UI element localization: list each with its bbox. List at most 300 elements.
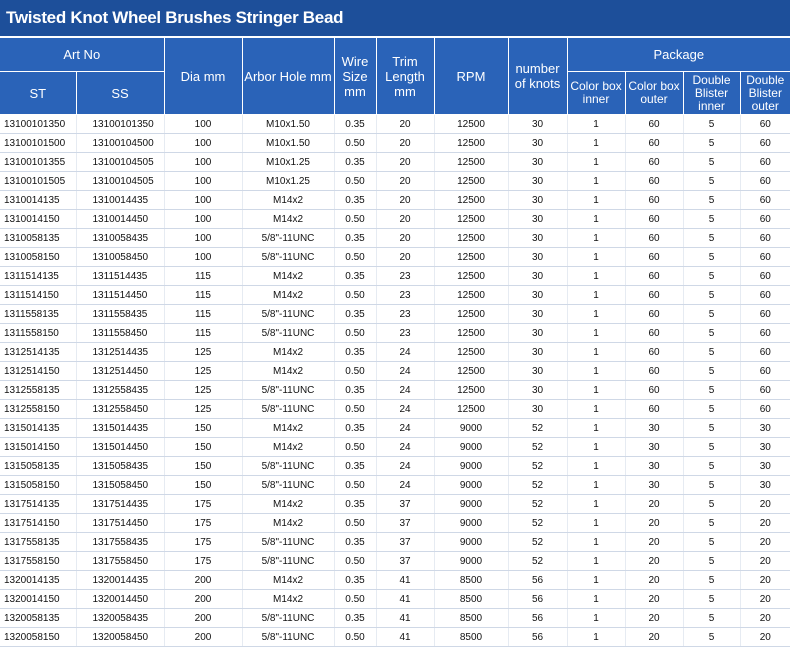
arbor-hole-cell: M14x2 — [242, 210, 334, 229]
trim-length-cell: 24 — [376, 362, 434, 381]
double-blister-inner-cell: 5 — [683, 248, 740, 267]
color-box-outer-cell: 60 — [625, 362, 683, 381]
dia-cell: 100 — [164, 153, 242, 172]
trim-length-cell: 20 — [376, 115, 434, 134]
arbor-hole-cell: M14x2 — [242, 514, 334, 533]
double-blister-inner-cell: 5 — [683, 134, 740, 153]
arbor-hole-cell: M14x2 — [242, 267, 334, 286]
dia-cell: 200 — [164, 571, 242, 590]
double-blister-inner-cell: 5 — [683, 628, 740, 647]
dia-cell: 115 — [164, 286, 242, 305]
double-blister-inner-cell: 5 — [683, 476, 740, 495]
st-cell: 1310058150 — [0, 248, 76, 267]
rpm-cell: 9000 — [434, 533, 508, 552]
double-blister-inner-cell: 5 — [683, 533, 740, 552]
dia-cell: 125 — [164, 343, 242, 362]
dia-cell: 175 — [164, 495, 242, 514]
color-box-inner-cell: 1 — [567, 552, 625, 571]
ss-cell: 1320014450 — [76, 590, 164, 609]
arbor-hole-header: Arbor Hole mm — [242, 38, 334, 115]
page-title: Twisted Knot Wheel Brushes Stringer Bead — [6, 8, 344, 27]
trim-length-cell: 24 — [376, 457, 434, 476]
rpm-cell: 12500 — [434, 134, 508, 153]
knots-cell: 30 — [508, 210, 567, 229]
color-box-inner-cell: 1 — [567, 153, 625, 172]
knots-cell: 56 — [508, 628, 567, 647]
double-blister-outer-cell: 60 — [740, 381, 790, 400]
color-box-outer-cell: 20 — [625, 533, 683, 552]
wire-size-cell: 0.35 — [334, 153, 376, 172]
color-box-inner-cell: 1 — [567, 229, 625, 248]
double-blister-outer-cell: 60 — [740, 229, 790, 248]
table-row — [0, 571, 790, 590]
double-blister-outer-cell: 20 — [740, 628, 790, 647]
arbor-hole-cell: M14x2 — [242, 495, 334, 514]
st-cell: 1320058150 — [0, 628, 76, 647]
double-blister-inner-header: Double Blister inner — [683, 72, 740, 115]
dia-cell: 100 — [164, 210, 242, 229]
table-row — [0, 286, 790, 305]
dia-cell: 100 — [164, 229, 242, 248]
arbor-hole-cell: M14x2 — [242, 419, 334, 438]
ss-cell: 1310014450 — [76, 210, 164, 229]
wire-size-cell: 0.50 — [334, 438, 376, 457]
double-blister-inner-cell: 5 — [683, 514, 740, 533]
st-cell: 13100101350 — [0, 115, 76, 134]
rpm-cell: 12500 — [434, 115, 508, 134]
table-body — [0, 115, 790, 647]
table-row — [0, 495, 790, 514]
double-blister-outer-cell: 60 — [740, 286, 790, 305]
double-blister-outer-cell: 30 — [740, 476, 790, 495]
trim-length-cell: 20 — [376, 134, 434, 153]
color-box-inner-cell: 1 — [567, 286, 625, 305]
double-blister-inner-cell: 5 — [683, 381, 740, 400]
color-box-outer-cell: 60 — [625, 191, 683, 210]
table-row — [0, 343, 790, 362]
trim-length-cell: 41 — [376, 571, 434, 590]
wire-size-cell: 0.50 — [334, 400, 376, 419]
dia-cell: 100 — [164, 134, 242, 153]
wire-size-cell: 0.50 — [334, 286, 376, 305]
title-bar — [0, 0, 790, 36]
double-blister-inner-cell: 5 — [683, 438, 740, 457]
color-box-inner-cell: 1 — [567, 362, 625, 381]
ss-cell: 1320058435 — [76, 609, 164, 628]
trim-length-cell: 41 — [376, 609, 434, 628]
double-blister-inner-cell: 5 — [683, 571, 740, 590]
knots-cell: 30 — [508, 115, 567, 134]
color-box-inner-cell: 1 — [567, 115, 625, 134]
table-header — [0, 38, 790, 115]
knots-cell: 30 — [508, 191, 567, 210]
trim-length-cell: 24 — [376, 476, 434, 495]
rpm-cell: 9000 — [434, 552, 508, 571]
double-blister-outer-cell: 60 — [740, 267, 790, 286]
arbor-hole-cell: 5/8"-11UNC — [242, 457, 334, 476]
double-blister-outer-cell: 20 — [740, 590, 790, 609]
knots-cell: 52 — [508, 438, 567, 457]
color-box-inner-cell: 1 — [567, 172, 625, 191]
wire-size-cell: 0.50 — [334, 210, 376, 229]
arbor-hole-cell: M14x2 — [242, 438, 334, 457]
wire-size-cell: 0.50 — [334, 476, 376, 495]
rpm-cell: 12500 — [434, 191, 508, 210]
color-box-inner-cell: 1 — [567, 609, 625, 628]
trim-length-cell: 23 — [376, 286, 434, 305]
st-cell: 1320058135 — [0, 609, 76, 628]
dia-header: Dia mm — [164, 38, 242, 115]
ss-cell: 1315014435 — [76, 419, 164, 438]
table-row — [0, 590, 790, 609]
ss-cell: 1311558435 — [76, 305, 164, 324]
knots-cell: 30 — [508, 267, 567, 286]
ss-cell: 13100104500 — [76, 134, 164, 153]
table-row — [0, 324, 790, 343]
rpm-cell: 9000 — [434, 438, 508, 457]
color-box-inner-cell: 1 — [567, 210, 625, 229]
st-header: ST — [0, 72, 76, 115]
double-blister-inner-cell: 5 — [683, 153, 740, 172]
color-box-outer-cell: 20 — [625, 609, 683, 628]
table-row — [0, 438, 790, 457]
trim-length-cell: 37 — [376, 495, 434, 514]
rpm-cell: 9000 — [434, 476, 508, 495]
table-row — [0, 457, 790, 476]
double-blister-inner-cell: 5 — [683, 400, 740, 419]
arbor-hole-cell: M10x1.50 — [242, 134, 334, 153]
dia-cell: 200 — [164, 609, 242, 628]
arbor-hole-cell: 5/8"-11UNC — [242, 533, 334, 552]
double-blister-outer-cell: 60 — [740, 343, 790, 362]
arbor-hole-cell: M14x2 — [242, 286, 334, 305]
color-box-inner-cell: 1 — [567, 628, 625, 647]
color-box-inner-cell: 1 — [567, 134, 625, 153]
double-blister-inner-cell: 5 — [683, 609, 740, 628]
dia-cell: 100 — [164, 115, 242, 134]
rpm-cell: 9000 — [434, 495, 508, 514]
wire-size-cell: 0.35 — [334, 457, 376, 476]
arbor-hole-cell: 5/8"-11UNC — [242, 400, 334, 419]
double-blister-inner-cell: 5 — [683, 457, 740, 476]
dia-cell: 175 — [164, 533, 242, 552]
color-box-outer-cell: 30 — [625, 476, 683, 495]
wire-size-cell: 0.35 — [334, 267, 376, 286]
color-box-inner-cell: 1 — [567, 457, 625, 476]
double-blister-inner-cell: 5 — [683, 115, 740, 134]
wire-size-cell: 0.50 — [334, 248, 376, 267]
table-row — [0, 362, 790, 381]
ss-cell: 1312514435 — [76, 343, 164, 362]
st-cell: 1315014150 — [0, 438, 76, 457]
st-cell: 1312514135 — [0, 343, 76, 362]
dia-cell: 150 — [164, 419, 242, 438]
table-row — [0, 267, 790, 286]
st-cell: 1317514135 — [0, 495, 76, 514]
table-row — [0, 628, 790, 647]
table-row — [0, 115, 790, 134]
dia-cell: 115 — [164, 267, 242, 286]
trim-length-cell: 20 — [376, 153, 434, 172]
trim-length-cell: 24 — [376, 400, 434, 419]
color-box-outer-cell: 20 — [625, 628, 683, 647]
double-blister-outer-cell: 60 — [740, 362, 790, 381]
st-cell: 1311558150 — [0, 324, 76, 343]
wire-size-cell: 0.50 — [334, 134, 376, 153]
dia-cell: 100 — [164, 248, 242, 267]
table-row — [0, 248, 790, 267]
trim-length-cell: 24 — [376, 381, 434, 400]
knots-cell: 52 — [508, 476, 567, 495]
rpm-cell: 12500 — [434, 286, 508, 305]
rpm-cell: 12500 — [434, 400, 508, 419]
trim-length-cell: 23 — [376, 305, 434, 324]
dia-cell: 200 — [164, 590, 242, 609]
double-blister-outer-cell: 60 — [740, 172, 790, 191]
st-cell: 1317558150 — [0, 552, 76, 571]
color-box-outer-cell: 60 — [625, 248, 683, 267]
dia-cell: 115 — [164, 305, 242, 324]
double-blister-inner-cell: 5 — [683, 210, 740, 229]
st-cell: 1317514150 — [0, 514, 76, 533]
st-cell: 1311514150 — [0, 286, 76, 305]
ss-cell: 1320058450 — [76, 628, 164, 647]
rpm-cell: 12500 — [434, 381, 508, 400]
rpm-cell: 8500 — [434, 571, 508, 590]
double-blister-outer-cell: 60 — [740, 115, 790, 134]
arbor-hole-cell: 5/8"-11UNC — [242, 476, 334, 495]
knots-cell: 30 — [508, 134, 567, 153]
arbor-hole-cell: 5/8"-11UNC — [242, 324, 334, 343]
trim-length-cell: 41 — [376, 628, 434, 647]
double-blister-inner-cell: 5 — [683, 324, 740, 343]
double-blister-outer-cell: 20 — [740, 533, 790, 552]
wire-size-cell: 0.35 — [334, 305, 376, 324]
rpm-cell: 8500 — [434, 590, 508, 609]
wire-size-cell: 0.35 — [334, 229, 376, 248]
knots-header: number of knots — [508, 38, 567, 115]
wire-size-cell: 0.35 — [334, 191, 376, 210]
table-row — [0, 400, 790, 419]
dia-cell: 150 — [164, 438, 242, 457]
double-blister-outer-cell: 20 — [740, 609, 790, 628]
color-box-outer-cell: 60 — [625, 172, 683, 191]
knots-cell: 30 — [508, 381, 567, 400]
rpm-cell: 12500 — [434, 248, 508, 267]
knots-cell: 52 — [508, 457, 567, 476]
ss-cell: 1315014450 — [76, 438, 164, 457]
rpm-cell: 9000 — [434, 514, 508, 533]
wire-size-cell: 0.50 — [334, 514, 376, 533]
color-box-outer-cell: 60 — [625, 210, 683, 229]
dia-cell: 200 — [164, 628, 242, 647]
st-cell: 13100101505 — [0, 172, 76, 191]
color-box-outer-cell: 60 — [625, 343, 683, 362]
st-cell: 1315058150 — [0, 476, 76, 495]
color-box-outer-cell: 60 — [625, 400, 683, 419]
table-row — [0, 533, 790, 552]
color-box-outer-cell: 60 — [625, 324, 683, 343]
st-cell: 1315014135 — [0, 419, 76, 438]
ss-cell: 1312514450 — [76, 362, 164, 381]
ss-cell: 1311514435 — [76, 267, 164, 286]
wire-size-cell: 0.35 — [334, 381, 376, 400]
wire-size-cell: 0.50 — [334, 324, 376, 343]
color-box-outer-cell: 30 — [625, 457, 683, 476]
dia-cell: 115 — [164, 324, 242, 343]
knots-cell: 52 — [508, 419, 567, 438]
color-box-inner-cell: 1 — [567, 419, 625, 438]
arbor-hole-cell: M10x1.25 — [242, 172, 334, 191]
double-blister-inner-cell: 5 — [683, 495, 740, 514]
rpm-cell: 12500 — [434, 362, 508, 381]
trim-length-cell: 24 — [376, 343, 434, 362]
trim-length-header: Trim Length mm — [376, 38, 434, 115]
ss-cell: 1315058435 — [76, 457, 164, 476]
color-box-inner-cell: 1 — [567, 590, 625, 609]
color-box-outer-cell: 20 — [625, 571, 683, 590]
color-box-inner-cell: 1 — [567, 343, 625, 362]
ss-cell: 1312558450 — [76, 400, 164, 419]
ss-cell: 1317558435 — [76, 533, 164, 552]
st-cell: 1311514135 — [0, 267, 76, 286]
ss-cell: 1310058450 — [76, 248, 164, 267]
double-blister-inner-cell: 5 — [683, 362, 740, 381]
st-cell: 1310014150 — [0, 210, 76, 229]
table-row — [0, 476, 790, 495]
rpm-cell: 12500 — [434, 229, 508, 248]
table-row — [0, 134, 790, 153]
st-cell: 1312514150 — [0, 362, 76, 381]
double-blister-outer-cell: 60 — [740, 153, 790, 172]
double-blister-inner-cell: 5 — [683, 419, 740, 438]
double-blister-outer-cell: 60 — [740, 134, 790, 153]
rpm-cell: 9000 — [434, 419, 508, 438]
arbor-hole-cell: 5/8"-11UNC — [242, 628, 334, 647]
ss-cell: 1320014435 — [76, 571, 164, 590]
color-box-inner-cell: 1 — [567, 533, 625, 552]
trim-length-cell: 20 — [376, 210, 434, 229]
double-blister-inner-cell: 5 — [683, 286, 740, 305]
trim-length-cell: 37 — [376, 514, 434, 533]
table-row — [0, 153, 790, 172]
st-cell: 13100101500 — [0, 134, 76, 153]
knots-cell: 30 — [508, 305, 567, 324]
trim-length-cell: 41 — [376, 590, 434, 609]
st-cell: 1312558135 — [0, 381, 76, 400]
ss-cell: 13100104505 — [76, 153, 164, 172]
color-box-outer-cell: 60 — [625, 153, 683, 172]
st-cell: 1310058135 — [0, 229, 76, 248]
double-blister-outer-cell: 60 — [740, 400, 790, 419]
double-blister-outer-cell: 30 — [740, 457, 790, 476]
ss-cell: 1312558435 — [76, 381, 164, 400]
double-blister-outer-cell: 60 — [740, 210, 790, 229]
table-row — [0, 191, 790, 210]
double-blister-outer-cell: 60 — [740, 191, 790, 210]
st-cell: 1320014135 — [0, 571, 76, 590]
ss-cell: 13100104505 — [76, 172, 164, 191]
double-blister-outer-cell: 20 — [740, 514, 790, 533]
color-box-outer-cell: 60 — [625, 381, 683, 400]
double-blister-outer-cell: 30 — [740, 419, 790, 438]
color-box-outer-cell: 20 — [625, 514, 683, 533]
trim-length-cell: 37 — [376, 552, 434, 571]
dia-cell: 175 — [164, 514, 242, 533]
dia-cell: 125 — [164, 400, 242, 419]
trim-length-cell: 23 — [376, 267, 434, 286]
trim-length-cell: 23 — [376, 324, 434, 343]
rpm-cell: 12500 — [434, 153, 508, 172]
color-box-outer-cell: 30 — [625, 438, 683, 457]
knots-cell: 30 — [508, 248, 567, 267]
knots-cell: 56 — [508, 571, 567, 590]
table-row — [0, 514, 790, 533]
double-blister-inner-cell: 5 — [683, 552, 740, 571]
rpm-cell: 12500 — [434, 210, 508, 229]
double-blister-outer-header: Double Blister outer — [740, 72, 790, 115]
color-box-outer-cell: 60 — [625, 305, 683, 324]
dia-cell: 150 — [164, 457, 242, 476]
color-box-outer-cell: 30 — [625, 419, 683, 438]
arbor-hole-cell: M14x2 — [242, 191, 334, 210]
ss-cell: 1311558450 — [76, 324, 164, 343]
knots-cell: 30 — [508, 286, 567, 305]
double-blister-inner-cell: 5 — [683, 590, 740, 609]
arbor-hole-cell: M14x2 — [242, 590, 334, 609]
arbor-hole-cell: M14x2 — [242, 362, 334, 381]
color-box-outer-cell: 20 — [625, 552, 683, 571]
arbor-hole-cell: 5/8"-11UNC — [242, 381, 334, 400]
ss-cell: 1310014435 — [76, 191, 164, 210]
ss-cell: 1315058450 — [76, 476, 164, 495]
color-box-outer-cell: 60 — [625, 134, 683, 153]
wire-size-cell: 0.35 — [334, 533, 376, 552]
table-row — [0, 305, 790, 324]
double-blister-inner-cell: 5 — [683, 305, 740, 324]
knots-cell: 30 — [508, 172, 567, 191]
wire-size-cell: 0.50 — [334, 552, 376, 571]
trim-length-cell: 20 — [376, 229, 434, 248]
double-blister-outer-cell: 60 — [740, 248, 790, 267]
knots-cell: 52 — [508, 495, 567, 514]
trim-length-cell: 24 — [376, 438, 434, 457]
wire-size-cell: 0.35 — [334, 571, 376, 590]
arbor-hole-cell: 5/8"-11UNC — [242, 305, 334, 324]
trim-length-cell: 37 — [376, 533, 434, 552]
arbor-hole-cell: 5/8"-11UNC — [242, 609, 334, 628]
dia-cell: 100 — [164, 191, 242, 210]
table-row — [0, 210, 790, 229]
trim-length-cell: 20 — [376, 248, 434, 267]
rpm-cell: 8500 — [434, 628, 508, 647]
st-cell: 1310014135 — [0, 191, 76, 210]
dia-cell: 150 — [164, 476, 242, 495]
knots-cell: 56 — [508, 590, 567, 609]
color-box-inner-cell: 1 — [567, 400, 625, 419]
st-cell: 13100101355 — [0, 153, 76, 172]
arbor-hole-cell: M10x1.25 — [242, 153, 334, 172]
rpm-cell: 9000 — [434, 457, 508, 476]
wire-size-cell: 0.35 — [334, 609, 376, 628]
double-blister-outer-cell: 20 — [740, 495, 790, 514]
color-box-outer-cell: 20 — [625, 590, 683, 609]
color-box-inner-cell: 1 — [567, 514, 625, 533]
st-cell: 1315058135 — [0, 457, 76, 476]
table-row — [0, 419, 790, 438]
color-box-outer-header: Color box outer — [625, 72, 683, 115]
rpm-cell: 12500 — [434, 343, 508, 362]
